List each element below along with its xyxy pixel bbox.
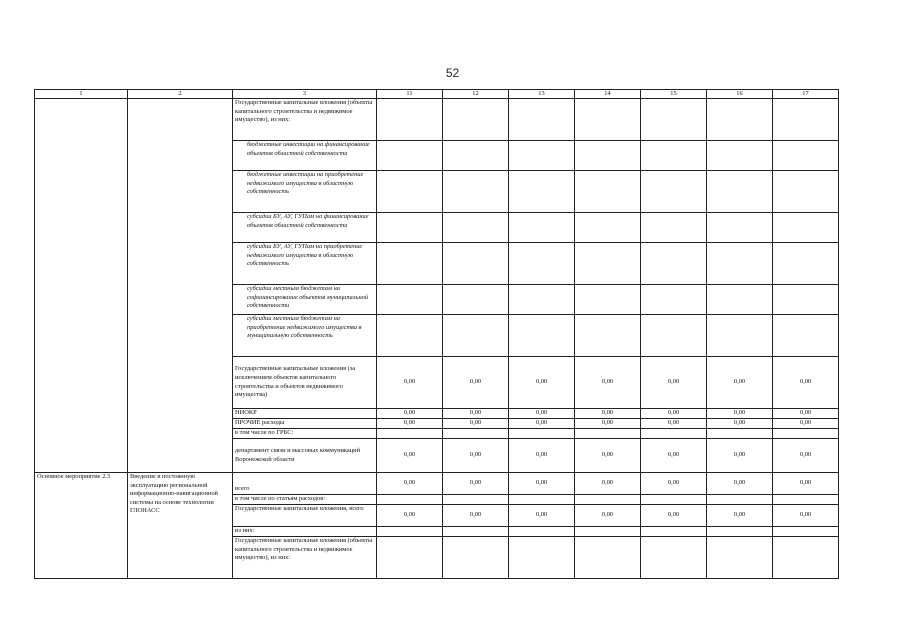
row-label: из них:: [233, 527, 377, 537]
block1-col1-cell: [35, 99, 128, 473]
value-cell: [377, 495, 443, 505]
value-cell: [443, 495, 509, 505]
value-cell: 0,00: [641, 357, 707, 409]
value-cell: 0,00: [377, 419, 443, 429]
value-cell: [707, 141, 773, 171]
value-cell: [509, 99, 575, 141]
value-cell: [443, 537, 509, 579]
value-cell: [377, 243, 443, 285]
value-cell: [575, 285, 641, 315]
value-cell: [707, 537, 773, 579]
value-cell: [575, 495, 641, 505]
value-cell: 0,00: [773, 439, 839, 473]
value-cell: [509, 429, 575, 439]
value-cell: [509, 315, 575, 357]
value-cell: 0,00: [773, 409, 839, 419]
value-cell: [443, 171, 509, 213]
value-cell: 0,00: [773, 505, 839, 527]
value-cell: 0,00: [377, 473, 443, 495]
header-cell: 11: [377, 90, 443, 99]
value-cell: [443, 141, 509, 171]
activity-description-cell: Введение в постоянную эксплуатацию региональной информационно-навигационной системы на основе технологии ГЛОНАСС: [128, 473, 233, 579]
value-cell: 0,00: [509, 409, 575, 419]
value-cell: [641, 429, 707, 439]
value-cell: [377, 171, 443, 213]
value-cell: [377, 527, 443, 537]
value-cell: [575, 243, 641, 285]
value-cell: 0,00: [641, 439, 707, 473]
value-cell: [443, 285, 509, 315]
value-cell: [707, 243, 773, 285]
value-cell: [641, 243, 707, 285]
value-cell: [509, 243, 575, 285]
value-cell: [773, 141, 839, 171]
row-label: субсидии БУ, АУ, ГУПам на финансирование объектов областной собственности: [233, 213, 377, 243]
value-cell: [575, 99, 641, 141]
value-cell: 0,00: [707, 505, 773, 527]
value-cell: 0,00: [707, 439, 773, 473]
header-cell: 13: [509, 90, 575, 99]
table-row: [35, 99, 839, 141]
value-cell: 0,00: [377, 409, 443, 419]
value-cell: [377, 285, 443, 315]
value-cell: 0,00: [443, 505, 509, 527]
value-cell: 0,00: [707, 357, 773, 409]
value-cell: 0,00: [707, 473, 773, 495]
value-cell: [641, 495, 707, 505]
value-cell: [443, 243, 509, 285]
value-cell: [443, 527, 509, 537]
value-cell: [641, 213, 707, 243]
row-label: субсидии БУ, АУ, ГУПам на приобретение недвижимого имущества в областную собственность: [233, 243, 377, 285]
value-cell: 0,00: [443, 409, 509, 419]
value-cell: 0,00: [377, 505, 443, 527]
value-cell: 0,00: [377, 357, 443, 409]
row-label: Государственные капитальные вложения, всего: [233, 505, 377, 527]
value-cell: 0,00: [443, 419, 509, 429]
value-cell: 0,00: [575, 419, 641, 429]
value-cell: 0,00: [707, 419, 773, 429]
value-cell: [443, 315, 509, 357]
value-cell: [773, 99, 839, 141]
row-label: бюджетные инвестиции на финансирование объектов областной собственности: [233, 141, 377, 171]
value-cell: [377, 213, 443, 243]
value-cell: [509, 171, 575, 213]
value-cell: [773, 243, 839, 285]
value-cell: [773, 213, 839, 243]
value-cell: [641, 99, 707, 141]
value-cell: 0,00: [443, 473, 509, 495]
value-cell: [509, 527, 575, 537]
value-cell: [707, 315, 773, 357]
row-label: всего: [233, 473, 377, 495]
value-cell: [377, 537, 443, 579]
value-cell: 0,00: [641, 419, 707, 429]
value-cell: 0,00: [641, 505, 707, 527]
row-label: в том числе по ГРБС:: [233, 429, 377, 439]
page-number: 52: [445, 66, 460, 80]
value-cell: 0,00: [509, 473, 575, 495]
table-row: [35, 473, 839, 495]
value-cell: [575, 537, 641, 579]
value-cell: [773, 429, 839, 439]
activity-name-cell: Основное мероприятие 2.3: [35, 473, 128, 579]
value-cell: [707, 429, 773, 439]
value-cell: [575, 213, 641, 243]
value-cell: 0,00: [509, 419, 575, 429]
row-label: НИОКР: [233, 409, 377, 419]
header-cell: 3: [233, 90, 377, 99]
value-cell: 0,00: [443, 357, 509, 409]
value-cell: [641, 315, 707, 357]
value-cell: [575, 527, 641, 537]
header-cell: 15: [641, 90, 707, 99]
value-cell: 0,00: [509, 357, 575, 409]
value-cell: [641, 537, 707, 579]
value-cell: [377, 99, 443, 141]
value-cell: [443, 213, 509, 243]
value-cell: [377, 315, 443, 357]
value-cell: 0,00: [707, 409, 773, 419]
value-cell: 0,00: [575, 409, 641, 419]
value-cell: [773, 315, 839, 357]
value-cell: [641, 527, 707, 537]
value-cell: 0,00: [641, 473, 707, 495]
header-cell: 2: [128, 90, 233, 99]
value-cell: 0,00: [575, 357, 641, 409]
value-cell: [575, 171, 641, 213]
value-cell: [509, 213, 575, 243]
value-cell: [641, 171, 707, 213]
value-cell: 0,00: [509, 505, 575, 527]
value-cell: 0,00: [773, 357, 839, 409]
header-row: [35, 90, 839, 99]
value-cell: 0,00: [377, 439, 443, 473]
row-label: бюджетные инвестиции на приобретение недвижимого имущества в областную собственность: [233, 171, 377, 213]
header-cell: 12: [443, 90, 509, 99]
value-cell: [575, 429, 641, 439]
value-cell: [773, 495, 839, 505]
row-label: ПРОЧИЕ расходы: [233, 419, 377, 429]
value-cell: [707, 99, 773, 141]
value-cell: [707, 495, 773, 505]
value-cell: [575, 315, 641, 357]
header-cell: 16: [707, 90, 773, 99]
value-cell: [773, 537, 839, 579]
value-cell: [773, 171, 839, 213]
row-label: Государственные капитальные вложения (за исключением объектов капитального строительства и объектов недвижимого имущества): [233, 357, 377, 409]
value-cell: [377, 429, 443, 439]
value-cell: [377, 141, 443, 171]
row-label: Государственные капитальные вложения (объекты капитального строительства и недвижимое имущество), из них:: [233, 537, 377, 579]
value-cell: [509, 141, 575, 171]
header-cell: 17: [773, 90, 839, 99]
value-cell: 0,00: [509, 439, 575, 473]
row-label: в том числе по статьям расходов:: [233, 495, 377, 505]
value-cell: 0,00: [443, 439, 509, 473]
value-cell: 0,00: [575, 473, 641, 495]
header-cell: 1: [35, 90, 128, 99]
row-label: субсидии местным бюджетам на приобретение недвижимого имущества в муниципальную собственность: [233, 315, 377, 357]
value-cell: [773, 527, 839, 537]
block1-col2-cell: [128, 99, 233, 473]
value-cell: [641, 285, 707, 315]
header-cell: 14: [575, 90, 641, 99]
value-cell: 0,00: [773, 419, 839, 429]
value-cell: 0,00: [641, 409, 707, 419]
value-cell: [443, 99, 509, 141]
value-cell: 0,00: [575, 439, 641, 473]
value-cell: [641, 141, 707, 171]
value-cell: [707, 213, 773, 243]
value-cell: [575, 141, 641, 171]
value-cell: 0,00: [773, 473, 839, 495]
value-cell: [509, 495, 575, 505]
budget-table: [34, 89, 839, 579]
row-label: департамент связи и массовых коммуникаций Воронежской области: [233, 439, 377, 473]
value-cell: [443, 429, 509, 439]
value-cell: [707, 285, 773, 315]
value-cell: [509, 537, 575, 579]
value-cell: [707, 171, 773, 213]
row-label: субсидии местным бюджетам на софинансирование объектов муниципальной собственности: [233, 285, 377, 315]
value-cell: [509, 285, 575, 315]
value-cell: [773, 285, 839, 315]
row-label: Государственные капитальные вложения (объекты капитального строительства и недвижимое имущество), из них:: [233, 99, 377, 141]
value-cell: [707, 527, 773, 537]
value-cell: 0,00: [575, 505, 641, 527]
